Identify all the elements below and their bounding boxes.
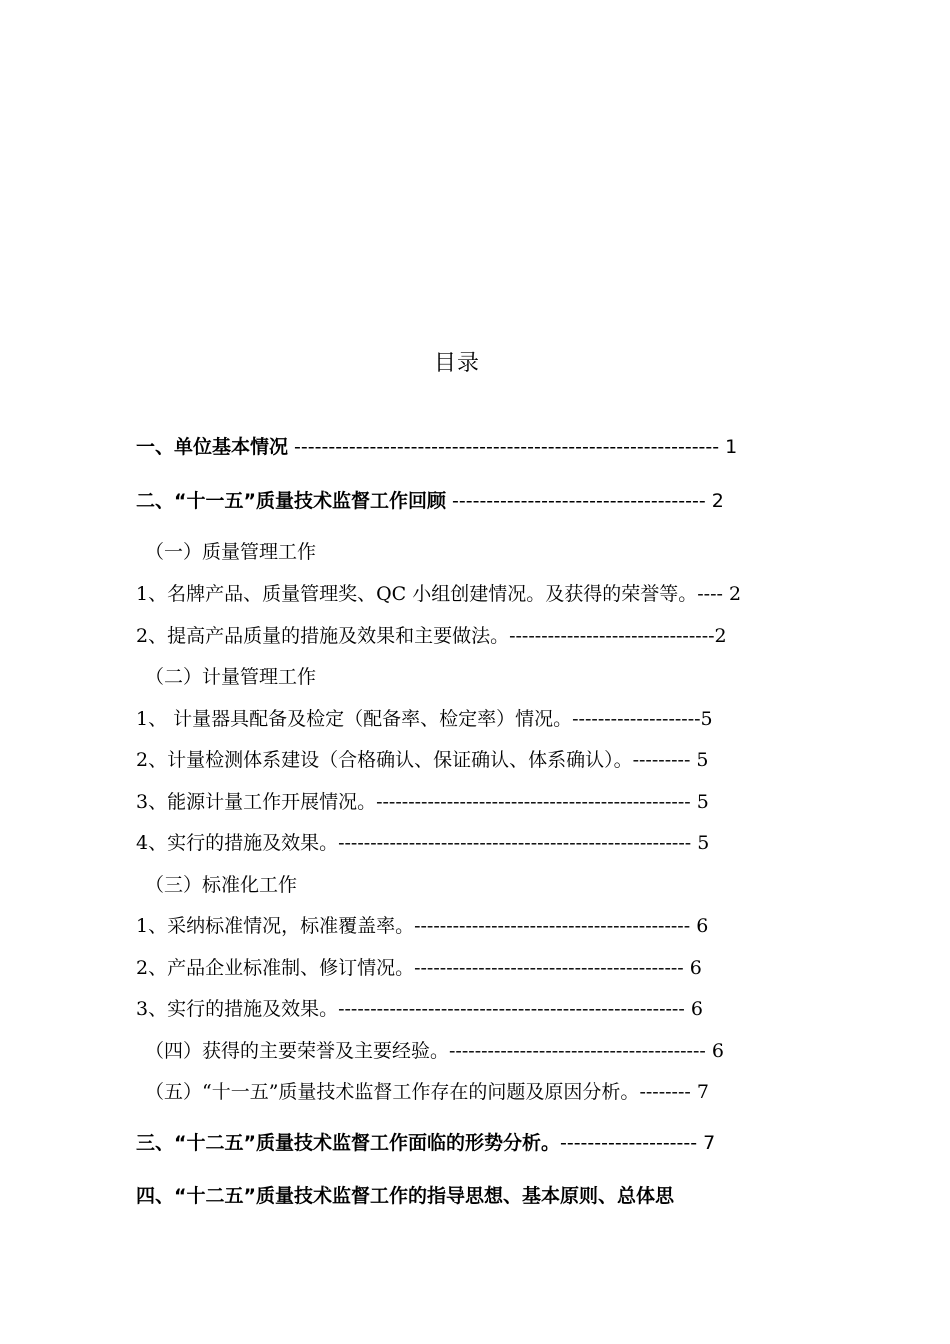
toc-entry-text: 1、采纳标准情况，标准覆盖率。 <box>136 915 415 937</box>
toc-entry[interactable] <box>136 707 713 731</box>
toc-entry-leader: --------- <box>632 749 697 771</box>
toc-entry-leader: ---------------------------------------- <box>449 1040 712 1062</box>
toc-entry-text: 三、“十二五”质量技术监督工作面临的形势分析。 <box>136 1132 560 1154</box>
toc-entry-text: 1、名牌产品、质量管理奖、QC 小组创建情况。及获得的荣誉等。 <box>136 583 698 605</box>
toc-entry-page: 6 <box>689 957 702 979</box>
toc-entry-text: 4、实行的措施及效果。 <box>136 832 339 854</box>
toc-entry-text: （三）标准化工作 <box>145 874 298 896</box>
toc-entry-page: 2 <box>728 583 742 605</box>
toc-entry-page: 7 <box>696 1081 709 1103</box>
toc-entry-text: 2、产品企业标准制、修订情况。 <box>136 957 415 979</box>
toc-entry-text: 1、 计量器具配备及检定（配备率、检定率）情况。 <box>136 708 573 730</box>
toc-entry-page: 5 <box>700 708 713 730</box>
toc-entry-page: 6 <box>690 998 703 1020</box>
toc-entry-text: 3、能源计量工作开展情况。 <box>136 791 377 813</box>
toc-entry-page: 2 <box>714 625 727 647</box>
toc-entry-leader: -------------------- <box>572 708 701 730</box>
toc-entry-page: 1 <box>725 436 738 458</box>
toc-entry-text: 四、“十二五”质量技术监督工作的指导思想、基本原则、总体思 <box>136 1185 674 1207</box>
toc-entry-leader: -------------------- <box>559 1132 704 1154</box>
toc-entry-text: 3、实行的措施及效果。 <box>136 998 339 1020</box>
toc-entry-leader: -------- <box>639 1081 697 1103</box>
toc-entry[interactable] <box>136 624 727 648</box>
toc-entry-leader: ------------------------------------------- <box>414 915 697 937</box>
toc-entry[interactable] <box>136 1131 715 1155</box>
toc-entry-page: 6 <box>696 915 709 937</box>
toc-entry-leader: ------------------------------------------------------- <box>338 832 698 854</box>
toc-entry[interactable] <box>136 1184 674 1208</box>
toc-entry[interactable] <box>136 956 702 980</box>
toc-entry-page: 6 <box>711 1040 724 1062</box>
toc-entry[interactable] <box>136 489 724 513</box>
toc-entry-text: （二）计量管理工作 <box>145 666 317 688</box>
toc-entry-leader: ------------------------------------------------- <box>376 791 697 813</box>
toc-entry[interactable] <box>145 1039 724 1063</box>
toc-entry[interactable] <box>145 1080 709 1104</box>
toc-entry-leader: -------------------------------- <box>509 625 715 647</box>
toc-title: 目录 <box>433 351 480 376</box>
toc-entry-text: （四）获得的主要荣誉及主要经验。 <box>145 1040 450 1062</box>
toc-entry-leader: ------------------------------------------------------ <box>338 998 691 1020</box>
toc-entry[interactable] <box>136 582 741 606</box>
toc-entry-leader: -------------------------------------------------------------- <box>288 436 726 458</box>
toc-entry[interactable] <box>136 997 703 1021</box>
toc-entry-leader: ------------------------------------- <box>445 490 712 512</box>
toc-entry[interactable] <box>136 914 708 938</box>
toc-entry[interactable] <box>145 540 316 564</box>
toc-entry-text: 二、“十一五”质量技术监督工作回顾 <box>136 490 446 512</box>
toc-entry-text: 一、单位基本情况 <box>136 436 289 458</box>
toc-entry-page: 5 <box>697 832 710 854</box>
toc-entry[interactable] <box>145 665 316 689</box>
toc-entry[interactable] <box>136 748 709 772</box>
toc-entry[interactable] <box>136 435 737 459</box>
toc-entry-page: 5 <box>696 791 709 813</box>
toc-entry-leader: ---- <box>697 583 729 605</box>
toc-entry-page: 5 <box>696 749 709 771</box>
toc-entry-leader: ------------------------------------------ <box>414 957 690 979</box>
toc-entry-text: 2、计量检测体系建设（合格确认、保证确认、体系确认）。 <box>136 749 633 771</box>
toc-entry-text: （一）质量管理工作 <box>145 541 317 563</box>
toc-entry-text: 2、提高产品质量的措施及效果和主要做法。 <box>136 625 510 647</box>
toc-entry[interactable] <box>136 790 709 814</box>
toc-entry-page: 2 <box>711 490 724 512</box>
toc-entry-text: （五）“十一五”质量技术监督工作存在的问题及原因分析。 <box>145 1081 640 1103</box>
toc-entry[interactable] <box>136 831 709 855</box>
toc-entry[interactable] <box>145 873 297 897</box>
toc-entry-page: 7 <box>703 1132 716 1154</box>
